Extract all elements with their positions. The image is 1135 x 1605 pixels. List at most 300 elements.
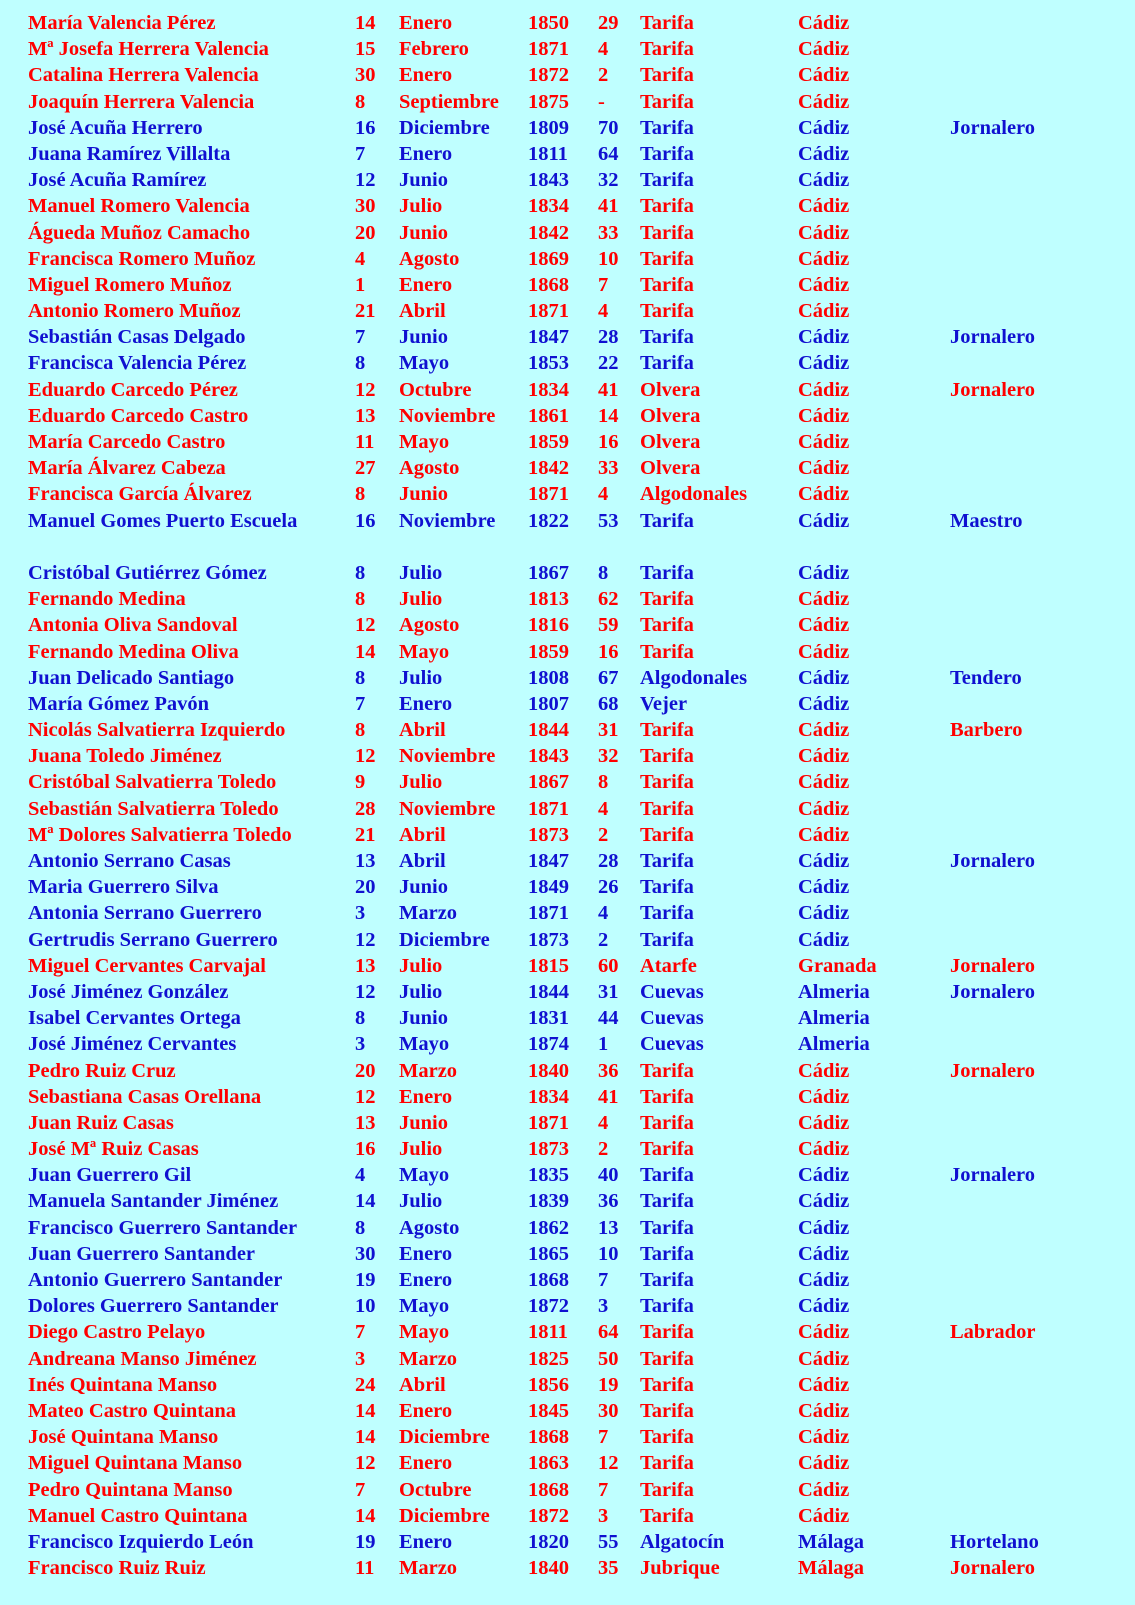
- day-cell: 7: [355, 1321, 366, 1344]
- month-cell: Julio: [399, 195, 443, 218]
- town-cell: Tarifa: [640, 1111, 694, 1134]
- day-cell: 14: [355, 12, 376, 34]
- table-row: [28, 377, 1118, 403]
- month-cell: Junio: [399, 169, 448, 192]
- person-name-cell: José Mª Ruiz Casas: [28, 1138, 199, 1161]
- age-cell: 35: [598, 1557, 619, 1580]
- town-cell: Tarifa: [640, 1347, 694, 1370]
- table-row: [28, 115, 1118, 141]
- year-cell: 1875: [528, 90, 569, 113]
- year-cell: 1863: [528, 1452, 569, 1475]
- town-cell: Tarifa: [640, 1295, 694, 1318]
- month-cell: Enero: [399, 692, 453, 715]
- year-cell: 1872: [528, 1504, 569, 1527]
- table-row: [28, 10, 1118, 36]
- table-row: [28, 62, 1118, 88]
- day-cell: 8: [355, 1216, 366, 1239]
- year-cell: 1842: [528, 457, 569, 480]
- age-cell: 64: [598, 142, 619, 165]
- age-cell: 2: [598, 1138, 609, 1161]
- table-row: [28, 953, 1118, 979]
- town-cell: Tarifa: [640, 38, 694, 61]
- age-cell: 41: [598, 1085, 619, 1108]
- year-cell: 1873: [528, 823, 569, 846]
- table-row: [28, 743, 1118, 769]
- table-row: [28, 324, 1118, 350]
- age-cell: 10: [598, 1242, 619, 1265]
- province-cell: Cádiz: [798, 1242, 850, 1265]
- month-cell: Agosto: [399, 457, 460, 480]
- person-name-cell: Gertrudis Serrano Guerrero: [28, 928, 278, 951]
- table-row: [28, 1293, 1118, 1319]
- person-name-cell: Joaquín Herrera Valencia: [28, 90, 255, 113]
- table-row: [28, 1477, 1118, 1503]
- month-cell: Junio: [399, 221, 448, 244]
- table-row: [28, 1555, 1118, 1581]
- age-cell: 8: [598, 561, 609, 584]
- month-cell: Marzo: [399, 1347, 458, 1370]
- town-cell: Tarifa: [640, 1242, 694, 1265]
- age-cell: 44: [598, 1007, 619, 1030]
- year-cell: 1807: [528, 692, 569, 715]
- age-cell: 7: [598, 1269, 609, 1292]
- province-cell: Cádiz: [798, 1347, 850, 1370]
- year-cell: 1871: [528, 483, 569, 506]
- person-name-cell: María Álvarez Cabeza: [28, 457, 226, 480]
- table-row: [28, 900, 1118, 926]
- table-row: [28, 1031, 1118, 1057]
- town-cell: Atarfe: [640, 954, 697, 977]
- person-name-cell: Miguel Romero Muñoz: [28, 273, 232, 296]
- town-cell: Tarifa: [640, 169, 694, 192]
- province-cell: Málaga: [798, 1530, 865, 1553]
- person-name-cell: Eduardo Carcedo Castro: [28, 404, 249, 427]
- occupation-cell: Jornalero: [950, 980, 1036, 1003]
- town-cell: Tarifa: [640, 876, 694, 899]
- table-row: [28, 874, 1118, 900]
- province-cell: Cádiz: [798, 692, 850, 715]
- person-name-cell: Juan Guerrero Gil: [28, 1164, 192, 1187]
- town-cell: Cuevas: [640, 1033, 704, 1056]
- year-cell: 1874: [528, 1033, 569, 1056]
- table-row: [28, 350, 1118, 376]
- day-cell: 14: [355, 1504, 376, 1527]
- town-cell: Tarifa: [640, 195, 694, 218]
- day-cell: 8: [355, 719, 366, 742]
- town-cell: Olvera: [640, 378, 701, 401]
- year-cell: 1872: [528, 64, 569, 87]
- year-cell: 1834: [528, 1085, 569, 1108]
- province-cell: Cádiz: [798, 38, 850, 61]
- province-cell: Cádiz: [798, 404, 850, 427]
- year-cell: 1871: [528, 1111, 569, 1134]
- town-cell: Tarifa: [640, 247, 694, 270]
- month-cell: Enero: [399, 1530, 453, 1553]
- age-cell: 1: [598, 1033, 609, 1056]
- person-name-cell: Manuel Gomes Puerto Escuela: [28, 509, 298, 532]
- year-cell: 1868: [528, 1269, 569, 1292]
- year-cell: 1862: [528, 1216, 569, 1239]
- year-cell: 1847: [528, 326, 569, 349]
- person-name-cell: Manuela Santander Jiménez: [28, 1190, 279, 1213]
- year-cell: 1849: [528, 876, 569, 899]
- occupation-cell: Jornalero: [950, 1164, 1036, 1187]
- province-cell: Cádiz: [798, 666, 850, 689]
- town-cell: Tarifa: [640, 1190, 694, 1213]
- day-cell: 19: [355, 1530, 376, 1553]
- day-cell: 12: [355, 378, 376, 401]
- month-cell: Julio: [399, 980, 443, 1003]
- year-cell: 1834: [528, 195, 569, 218]
- age-cell: 4: [598, 483, 609, 506]
- town-cell: Tarifa: [640, 1452, 694, 1475]
- month-cell: Julio: [399, 588, 443, 611]
- age-cell: 2: [598, 928, 609, 951]
- town-cell: Olvera: [640, 457, 701, 480]
- province-cell: Cádiz: [798, 116, 850, 139]
- town-cell: Tarifa: [640, 221, 694, 244]
- year-cell: 1856: [528, 1373, 569, 1396]
- day-cell: 28: [355, 797, 376, 820]
- year-cell: 1834: [528, 378, 569, 401]
- province-cell: Cádiz: [798, 1321, 850, 1344]
- table-row: [28, 429, 1118, 455]
- month-cell: Mayo: [399, 1164, 450, 1187]
- person-name-cell: María Gómez Pavón: [28, 692, 210, 715]
- table-row: [28, 560, 1118, 586]
- province-cell: Cádiz: [798, 719, 850, 742]
- age-cell: 60: [598, 954, 619, 977]
- town-cell: Jubrique: [640, 1557, 720, 1580]
- person-name-cell: Pedro Quintana Manso: [28, 1478, 233, 1501]
- age-cell: 16: [598, 640, 619, 663]
- province-cell: Cádiz: [798, 850, 850, 873]
- town-cell: Tarifa: [640, 902, 694, 925]
- month-cell: Enero: [399, 142, 453, 165]
- town-cell: Tarifa: [640, 273, 694, 296]
- town-cell: Tarifa: [640, 771, 694, 794]
- table-row: [28, 612, 1118, 638]
- age-cell: 31: [598, 719, 619, 742]
- year-cell: 1868: [528, 1478, 569, 1501]
- year-cell: 1871: [528, 902, 569, 925]
- age-cell: 50: [598, 1347, 619, 1370]
- age-cell: 10: [598, 247, 619, 270]
- day-cell: 8: [355, 666, 366, 689]
- month-cell: Abril: [399, 300, 446, 323]
- province-cell: Cádiz: [798, 300, 850, 323]
- table-row: [28, 36, 1118, 62]
- province-cell: Almeria: [798, 1007, 870, 1030]
- person-name-cell: Fernando Medina Oliva: [28, 640, 239, 663]
- month-cell: Marzo: [399, 1557, 458, 1580]
- year-cell: 1842: [528, 221, 569, 244]
- province-cell: Cádiz: [798, 431, 850, 453]
- table-row: [28, 89, 1118, 115]
- table-row: [28, 1084, 1118, 1110]
- person-name-cell: Francisco Ruiz Ruiz: [28, 1557, 206, 1580]
- person-name-cell: Antonio Guerrero Santander: [28, 1269, 283, 1292]
- age-cell: 16: [598, 431, 619, 453]
- year-cell: 1840: [528, 1557, 569, 1580]
- person-name-cell: Miguel Quintana Manso: [28, 1452, 243, 1475]
- person-name-cell: Manuel Romero Valencia: [28, 195, 250, 218]
- year-cell: 1844: [528, 719, 569, 742]
- person-name-cell: Catalina Herrera Valencia: [28, 64, 259, 87]
- person-name-cell: Juana Toledo Jiménez: [28, 745, 222, 768]
- age-cell: 3: [598, 1504, 609, 1527]
- province-cell: Cádiz: [798, 1478, 850, 1501]
- person-name-cell: Francisca García Álvarez: [28, 483, 252, 506]
- person-name-cell: Juan Guerrero Santander: [28, 1242, 256, 1265]
- town-cell: Algodonales: [640, 666, 748, 689]
- person-name-cell: Isabel Cervantes Ortega: [28, 1007, 241, 1030]
- province-cell: Cádiz: [798, 64, 850, 87]
- day-cell: 14: [355, 1190, 376, 1213]
- person-name-cell: Francisco Izquierdo León: [28, 1530, 254, 1553]
- year-cell: 1873: [528, 1138, 569, 1161]
- table-row: [28, 639, 1118, 665]
- age-cell: 53: [598, 509, 619, 532]
- town-cell: Tarifa: [640, 1373, 694, 1396]
- year-cell: 1871: [528, 797, 569, 820]
- year-cell: 1813: [528, 588, 569, 611]
- month-cell: Julio: [399, 954, 443, 977]
- town-cell: Tarifa: [640, 850, 694, 873]
- age-cell: 7: [598, 273, 609, 296]
- month-cell: Junio: [399, 1007, 448, 1030]
- day-cell: 13: [355, 404, 376, 427]
- province-cell: Cádiz: [798, 195, 850, 218]
- day-cell: 9: [355, 771, 366, 794]
- province-cell: Cádiz: [798, 823, 850, 846]
- day-cell: 30: [355, 1242, 376, 1265]
- age-cell: 7: [598, 1478, 609, 1501]
- town-cell: Tarifa: [640, 1085, 694, 1108]
- year-cell: 1868: [528, 273, 569, 296]
- table-row: [28, 246, 1118, 272]
- town-cell: Tarifa: [640, 326, 694, 349]
- table-row: [28, 1503, 1118, 1529]
- province-cell: Almeria: [798, 980, 870, 1003]
- person-name-cell: Mª Dolores Salvatierra Toledo: [28, 823, 292, 846]
- table-row: [28, 1241, 1118, 1267]
- town-cell: Tarifa: [640, 1504, 694, 1527]
- person-name-cell: José Jiménez González: [28, 980, 229, 1003]
- province-cell: Cádiz: [798, 1216, 850, 1239]
- year-cell: 1859: [528, 431, 569, 453]
- province-cell: Cádiz: [798, 169, 850, 192]
- table-row: [28, 769, 1118, 795]
- town-cell: Tarifa: [640, 12, 694, 34]
- person-name-cell: Juan Ruiz Casas: [28, 1111, 174, 1134]
- age-cell: 36: [598, 1059, 619, 1082]
- table-row: [28, 1529, 1118, 1555]
- age-cell: 2: [598, 64, 609, 87]
- province-cell: Cádiz: [798, 640, 850, 663]
- town-cell: Tarifa: [640, 1321, 694, 1344]
- age-cell: 68: [598, 692, 619, 715]
- person-name-cell: José Quintana Manso: [28, 1426, 219, 1449]
- month-cell: Noviembre: [399, 509, 496, 532]
- occupation-cell: Jornalero: [950, 378, 1036, 401]
- age-cell: 19: [598, 1373, 619, 1396]
- person-name-cell: José Acuña Ramírez: [28, 169, 207, 192]
- person-name-cell: Sebastián Casas Delgado: [28, 326, 246, 349]
- occupation-cell: Barbero: [950, 719, 1023, 742]
- day-cell: 16: [355, 116, 376, 139]
- province-cell: Cádiz: [798, 221, 850, 244]
- day-cell: 3: [355, 1347, 366, 1370]
- province-cell: Cádiz: [798, 326, 850, 349]
- month-cell: Mayo: [399, 352, 450, 375]
- month-cell: Agosto: [399, 247, 460, 270]
- month-cell: Julio: [399, 1190, 443, 1213]
- year-cell: 1845: [528, 1399, 569, 1422]
- age-cell: -: [598, 90, 605, 113]
- age-cell: 31: [598, 980, 619, 1003]
- town-cell: Tarifa: [640, 1426, 694, 1449]
- table-row: [28, 272, 1118, 298]
- table-row: [28, 455, 1118, 481]
- province-cell: Cádiz: [798, 797, 850, 820]
- day-cell: 14: [355, 1426, 376, 1449]
- person-name-cell: Águeda Muñoz Camacho: [28, 221, 251, 244]
- month-cell: Noviembre: [399, 797, 496, 820]
- table-row: [28, 1372, 1118, 1398]
- town-cell: Tarifa: [640, 509, 694, 532]
- town-cell: Tarifa: [640, 823, 694, 846]
- town-cell: Tarifa: [640, 1478, 694, 1501]
- person-name-cell: José Jiménez Cervantes: [28, 1033, 237, 1056]
- person-name-cell: María Valencia Pérez: [28, 12, 216, 34]
- year-cell: 1839: [528, 1190, 569, 1213]
- year-cell: 1853: [528, 352, 569, 375]
- age-cell: 30: [598, 1399, 619, 1422]
- table-row: [28, 1424, 1118, 1450]
- table-row: [28, 1346, 1118, 1372]
- month-cell: Junio: [399, 876, 448, 899]
- occupation-cell: Jornalero: [950, 1557, 1036, 1580]
- day-cell: 1: [355, 273, 366, 296]
- table-row: [28, 1319, 1118, 1345]
- age-cell: 36: [598, 1190, 619, 1213]
- age-cell: 4: [598, 38, 609, 61]
- person-name-cell: Diego Castro Pelayo: [28, 1321, 206, 1344]
- town-cell: Tarifa: [640, 64, 694, 87]
- person-name-cell: Antonia Serrano Guerrero: [28, 902, 262, 925]
- town-cell: Tarifa: [640, 1138, 694, 1161]
- month-cell: Marzo: [399, 1059, 458, 1082]
- table-row: [28, 1110, 1118, 1136]
- town-cell: Olvera: [640, 431, 701, 453]
- table-row: [28, 1005, 1118, 1031]
- person-name-cell: Francisca Romero Muñoz: [28, 247, 256, 270]
- table-row: [28, 481, 1118, 507]
- day-cell: 14: [355, 1399, 376, 1422]
- town-cell: Tarifa: [640, 561, 694, 584]
- town-cell: Olvera: [640, 404, 701, 427]
- day-cell: 7: [355, 692, 366, 715]
- census-list: [28, 10, 1118, 1581]
- year-cell: 1809: [528, 116, 569, 139]
- age-cell: 29: [598, 12, 619, 34]
- table-row: [28, 848, 1118, 874]
- province-cell: Cádiz: [798, 1399, 850, 1422]
- occupation-cell: Tendero: [950, 666, 1022, 689]
- person-name-cell: Juana Ramírez Villalta: [28, 142, 231, 165]
- age-cell: 40: [598, 1164, 619, 1187]
- year-cell: 1865: [528, 1242, 569, 1265]
- day-cell: 16: [355, 509, 376, 532]
- province-cell: Cádiz: [798, 588, 850, 611]
- person-name-cell: Inés Quintana Manso: [28, 1373, 218, 1396]
- month-cell: Mayo: [399, 640, 450, 663]
- table-row: [28, 796, 1118, 822]
- year-cell: 1861: [528, 404, 569, 427]
- day-cell: 27: [355, 457, 376, 480]
- province-cell: Cádiz: [798, 561, 850, 584]
- day-cell: 8: [355, 90, 366, 113]
- person-name-cell: Mª Josefa Herrera Valencia: [28, 38, 269, 61]
- month-cell: Agosto: [399, 614, 460, 637]
- town-cell: Tarifa: [640, 142, 694, 165]
- day-cell: 12: [355, 928, 376, 951]
- province-cell: Cádiz: [798, 509, 850, 532]
- person-name-cell: Eduardo Carcedo Pérez: [28, 378, 238, 401]
- province-cell: Cádiz: [798, 1452, 850, 1475]
- day-cell: 8: [355, 352, 366, 375]
- table-row: [28, 1267, 1118, 1293]
- town-cell: Tarifa: [640, 1399, 694, 1422]
- month-cell: Junio: [399, 483, 448, 506]
- day-cell: 7: [355, 142, 366, 165]
- age-cell: 3: [598, 1295, 609, 1318]
- age-cell: 12: [598, 1452, 619, 1475]
- year-cell: 1850: [528, 12, 569, 34]
- day-cell: 15: [355, 38, 376, 61]
- day-cell: 30: [355, 195, 376, 218]
- year-cell: 1811: [528, 1321, 568, 1344]
- person-name-cell: Antonio Romero Muñoz: [28, 300, 241, 323]
- month-cell: Julio: [399, 666, 443, 689]
- day-cell: 12: [355, 980, 376, 1003]
- year-cell: 1844: [528, 980, 569, 1003]
- year-cell: 1843: [528, 745, 569, 768]
- year-cell: 1816: [528, 614, 569, 637]
- table-row: [28, 822, 1118, 848]
- month-cell: Agosto: [399, 1216, 460, 1239]
- province-cell: Cádiz: [798, 90, 850, 113]
- person-name-cell: Fernando Medina: [28, 588, 186, 611]
- province-cell: Cádiz: [798, 378, 850, 401]
- day-cell: 30: [355, 64, 376, 87]
- year-cell: 1820: [528, 1530, 569, 1553]
- occupation-cell: Labrador: [950, 1321, 1036, 1344]
- person-name-cell: Andreana Manso Jiménez: [28, 1347, 257, 1370]
- month-cell: Diciembre: [399, 116, 490, 139]
- month-cell: Enero: [399, 1452, 453, 1475]
- month-cell: Mayo: [399, 1321, 450, 1344]
- town-cell: Tarifa: [640, 1269, 694, 1292]
- month-cell: Noviembre: [399, 745, 496, 768]
- occupation-cell: Jornalero: [950, 116, 1036, 139]
- occupation-cell: Jornalero: [950, 954, 1036, 977]
- person-name-cell: Nicolás Salvatierra Izquierdo: [28, 719, 286, 742]
- table-row: [28, 586, 1118, 612]
- age-cell: 32: [598, 169, 619, 192]
- day-cell: 13: [355, 954, 376, 977]
